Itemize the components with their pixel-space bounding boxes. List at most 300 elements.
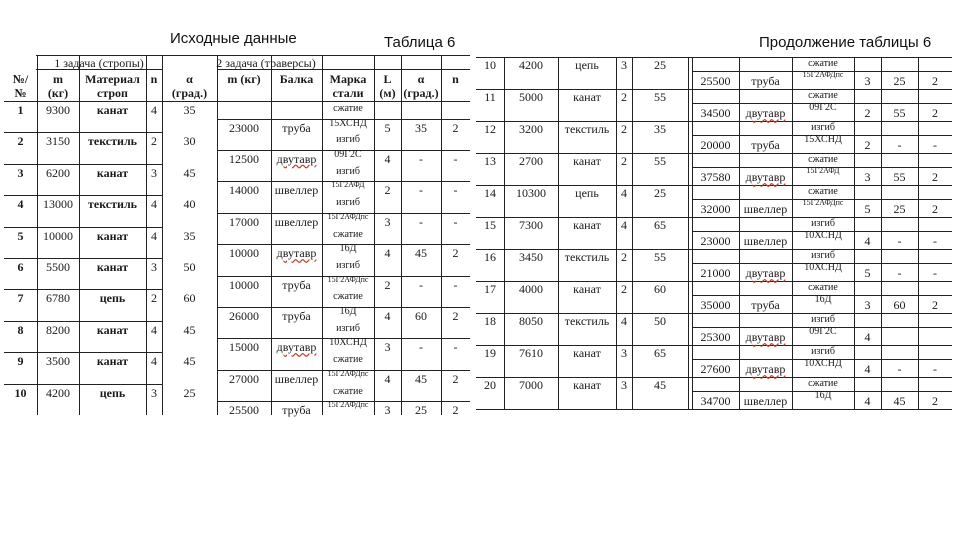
- header-task2: 2 задача (траверсы): [216, 56, 316, 70]
- grid-line: [476, 377, 952, 378]
- cell-n: 4: [151, 322, 157, 337]
- cell-material: канат: [96, 165, 129, 180]
- cell-steel: 09Г2С: [809, 102, 837, 114]
- cell-alpha2: 60: [893, 298, 906, 313]
- cell-m: 5500: [46, 260, 70, 274]
- cell-material: канат: [573, 282, 601, 296]
- cell-material: текстиль: [564, 314, 610, 328]
- cell-material: канат: [96, 354, 129, 369]
- cell-material: канат: [96, 260, 129, 274]
- cell-n2: 2: [932, 170, 938, 185]
- cell-load-type: сжатие: [808, 378, 838, 389]
- cell-m: 6200: [46, 165, 70, 180]
- cell-m2: 10000: [229, 277, 259, 292]
- cell-n: 3: [151, 165, 157, 180]
- cell-n: 3: [151, 260, 157, 274]
- cell-no: 10: [484, 58, 496, 72]
- grid-line: [476, 345, 952, 346]
- cell-n2: 2: [452, 403, 459, 418]
- cell-steel: 15ХСНД: [804, 134, 842, 146]
- cell-beam: швеллер: [743, 234, 788, 249]
- grid-line: [146, 55, 147, 415]
- cell-m2: 21000: [700, 266, 731, 281]
- grid-line: [4, 258, 162, 259]
- cell-material: канат: [96, 322, 129, 337]
- cell-no: 18: [484, 314, 496, 328]
- cell-steel: 15Г2АФДпс: [327, 368, 369, 378]
- grid-line: [162, 55, 163, 415]
- cell-n2: 2: [932, 106, 938, 121]
- cell-n2: 2: [932, 74, 938, 89]
- grid-line: [79, 55, 80, 415]
- cell-load-type: сжатие: [333, 354, 363, 366]
- cell-steel: 15Г2АФД: [331, 180, 365, 190]
- cell-no: 19: [484, 346, 496, 360]
- cell-material: канат: [573, 90, 601, 104]
- cell-material: цепь: [99, 291, 126, 306]
- cell-beam: двутавр: [745, 106, 786, 121]
- cell-alpha2: -: [419, 183, 423, 198]
- grid-line: [616, 57, 617, 410]
- cell-alpha: 45: [183, 165, 196, 180]
- cell-steel: 16Д: [339, 243, 357, 255]
- cell-m2: 14000: [229, 183, 259, 198]
- cell-alpha: 60: [183, 291, 196, 306]
- cell-alpha: 65: [654, 218, 666, 232]
- cell-load-type: сжатие: [333, 228, 363, 240]
- cell-alpha2: -: [419, 151, 423, 166]
- cell-m: 5000: [519, 90, 543, 104]
- cell-no: 7: [17, 291, 24, 306]
- cell-n: 4: [151, 228, 157, 243]
- cell-alpha2: 55: [893, 106, 906, 121]
- cell-n2: -: [453, 214, 458, 229]
- grid-line: [792, 57, 793, 410]
- cell-material: текстиль: [564, 122, 610, 136]
- cell-beam: швеллер: [274, 371, 319, 386]
- cell-m: 7000: [519, 378, 543, 392]
- cell-steel: 15Г2АФДпс: [327, 211, 369, 221]
- cell-load-type: сжатие: [333, 385, 363, 397]
- grid-line: [401, 55, 402, 415]
- grid-line: [476, 313, 952, 314]
- cell-alpha2: 35: [415, 120, 427, 135]
- cell-material: канат: [573, 378, 601, 392]
- cell-material: текстиль: [564, 250, 610, 264]
- cell-material: цепь: [99, 385, 126, 400]
- cell-m2: 25500: [700, 74, 731, 89]
- cell-material: канат: [96, 228, 129, 243]
- cell-l: 5: [864, 202, 871, 217]
- cell-n2: -: [933, 362, 937, 377]
- cell-m: 8200: [46, 322, 70, 337]
- header-n2: n: [452, 72, 459, 86]
- cell-load-type: сжатие: [808, 58, 838, 69]
- cell-n: 4: [151, 197, 157, 212]
- cell-alpha2: -: [419, 277, 423, 292]
- cell-alpha: 50: [183, 260, 196, 274]
- cell-beam: швеллер: [274, 183, 319, 198]
- cell-alpha: 50: [654, 314, 666, 328]
- grid-line: [37, 55, 38, 415]
- header-l: L: [383, 72, 392, 86]
- cell-beam: труба: [751, 138, 780, 153]
- cell-no: 8: [17, 322, 24, 337]
- cell-alpha2: -: [419, 340, 423, 355]
- cell-l: 4: [864, 234, 871, 249]
- cell-n: 3: [621, 58, 627, 72]
- cell-steel: 09Г2С: [334, 148, 362, 160]
- grid-line: [271, 55, 272, 415]
- grid-line: [918, 57, 919, 410]
- cell-load-type: изгиб: [811, 122, 835, 133]
- cell-steel: 10ХСНД: [329, 337, 367, 349]
- cell-alpha2: -: [897, 138, 902, 153]
- cell-m2: 23000: [700, 234, 731, 249]
- cell-m: 4200: [519, 58, 543, 72]
- cell-load-type: изгиб: [811, 346, 835, 357]
- cell-alpha: 45: [183, 354, 196, 369]
- header-no: №: [14, 86, 27, 100]
- cell-n: 2: [621, 90, 627, 104]
- cell-material: текстиль: [87, 134, 138, 149]
- header-material: Материал: [85, 72, 140, 86]
- cell-n: 2: [621, 154, 627, 168]
- cell-alpha: 25: [654, 58, 666, 72]
- cell-n: 2: [621, 250, 627, 264]
- cell-load-type: изгиб: [811, 314, 835, 325]
- cell-beam: двутавр: [276, 340, 317, 355]
- grid-line: [374, 55, 375, 415]
- header-beam: Балка: [279, 72, 314, 86]
- grid-line: [558, 57, 559, 410]
- cell-no: 1: [17, 103, 24, 117]
- cell-load-type: сжатие: [333, 103, 363, 114]
- cell-load-type: сжатие: [333, 291, 363, 303]
- cell-n: 2: [151, 134, 157, 149]
- cell-alpha: 35: [183, 228, 196, 243]
- cell-m2: 32000: [700, 202, 731, 217]
- cell-m: 3150: [46, 134, 70, 149]
- cell-load-type: сжатие: [808, 154, 838, 165]
- cell-no: 2: [17, 134, 24, 149]
- cell-steel: 16Д: [339, 305, 357, 317]
- cell-alpha2: 25: [415, 403, 427, 418]
- cell-m2: 10000: [229, 246, 259, 261]
- cell-l: 3: [864, 170, 871, 185]
- cell-l: 4: [384, 308, 391, 323]
- grid-line: [4, 384, 162, 385]
- cell-n: 2: [151, 291, 157, 306]
- cell-steel: 15Г2АФДпс: [802, 198, 844, 208]
- cell-l: 3: [384, 214, 391, 229]
- cell-n2: -: [933, 266, 937, 281]
- cell-load-type: сжатие: [808, 186, 838, 197]
- cell-n: 4: [621, 314, 627, 328]
- header-alpha2: α: [417, 72, 425, 86]
- cell-l: 4: [864, 394, 871, 409]
- grid-line: [632, 57, 633, 410]
- cell-alpha2: 45: [893, 394, 906, 409]
- header-alpha2: (град.): [403, 86, 439, 100]
- cell-alpha2: -: [419, 214, 423, 229]
- grid-line: [881, 57, 882, 410]
- cell-n2: 2: [452, 246, 459, 261]
- grid-line: [476, 409, 952, 410]
- cell-steel: 09Г2С: [809, 326, 837, 338]
- cell-beam: труба: [282, 277, 311, 292]
- cell-l: 2: [384, 277, 391, 292]
- header-material: строп: [97, 86, 128, 100]
- cell-l: 4: [384, 371, 391, 386]
- header-l: (м): [379, 86, 396, 100]
- header-m2: m (кг): [227, 72, 261, 86]
- cell-alpha: 45: [183, 322, 196, 337]
- cell-n2: -: [453, 340, 458, 355]
- cell-n2: -: [933, 138, 937, 153]
- grid-line: [854, 57, 855, 410]
- cell-beam: швеллер: [274, 214, 319, 229]
- cell-no: 6: [17, 260, 24, 274]
- cell-l: 2: [864, 138, 871, 153]
- header-alpha: (град.): [171, 86, 208, 100]
- cell-alpha2: -: [897, 234, 902, 249]
- cell-no: 14: [484, 186, 496, 200]
- grid-line: [476, 121, 952, 122]
- cell-m2: 27000: [229, 371, 259, 386]
- cell-steel: 15Г2АФДпс: [802, 70, 844, 80]
- cell-load-type: сжатие: [808, 90, 838, 101]
- cell-alpha: 35: [654, 122, 666, 136]
- cell-l: 5: [864, 266, 871, 281]
- caption-table-number: Таблица 6: [384, 34, 456, 51]
- cell-no: 15: [484, 218, 496, 232]
- cell-no: 12: [484, 122, 496, 136]
- cell-material: канат: [96, 103, 129, 117]
- cell-n2: 2: [452, 371, 459, 386]
- cell-n: 4: [151, 354, 157, 369]
- cell-m2: 25500: [229, 403, 259, 418]
- grid-line: [4, 352, 162, 353]
- grid-line: [4, 321, 162, 322]
- cell-m2: 20000: [700, 138, 731, 153]
- cell-m2: 23000: [229, 120, 259, 135]
- grid-line: [476, 57, 952, 58]
- cell-steel: 16Д: [814, 390, 832, 402]
- cell-alpha2: 25: [893, 202, 906, 217]
- cell-beam: двутавр: [745, 170, 786, 185]
- cell-m2: 34700: [700, 394, 731, 409]
- cell-load-type: изгиб: [336, 260, 360, 271]
- cell-n2: -: [933, 234, 937, 249]
- cell-steel: 15Г2АФД: [806, 166, 840, 176]
- cell-steel: 16Д: [814, 294, 832, 306]
- cell-m: 4000: [519, 282, 543, 296]
- cell-l: 4: [864, 362, 871, 377]
- cell-beam: труба: [751, 74, 780, 89]
- cell-l: 4: [384, 151, 391, 166]
- cell-no: 3: [17, 165, 24, 180]
- cell-n2: 2: [452, 308, 459, 323]
- cell-n: 2: [621, 282, 627, 296]
- cell-n2: 2: [932, 298, 938, 313]
- cell-steel: 10ХСНД: [804, 262, 842, 274]
- cell-n2: -: [453, 277, 458, 292]
- cell-m: 7610: [519, 346, 543, 360]
- cell-load-type: изгиб: [336, 322, 360, 334]
- grid-line: [4, 164, 162, 165]
- cell-m: 2700: [519, 154, 543, 168]
- cell-beam: двутавр: [276, 246, 317, 261]
- cell-m: 3450: [519, 250, 543, 264]
- grid-line: [4, 227, 162, 228]
- cell-beam: труба: [282, 403, 311, 418]
- cell-no: 11: [484, 90, 496, 104]
- grid-line: [322, 55, 323, 415]
- cell-l: 2: [864, 106, 871, 121]
- header-n: n: [150, 72, 158, 86]
- cell-l: 3: [864, 298, 871, 313]
- cell-alpha2: 55: [893, 170, 906, 185]
- cell-m: 10000: [43, 228, 73, 243]
- cell-m2: 26000: [229, 308, 259, 323]
- cell-no: 5: [17, 228, 24, 243]
- cell-l: 3: [384, 403, 391, 418]
- cell-no: 16: [484, 250, 496, 264]
- cell-m2: 37580: [700, 170, 731, 185]
- cell-m2: 25300: [700, 330, 731, 345]
- cell-material: канат: [573, 218, 601, 232]
- cell-m: 10300: [516, 186, 546, 200]
- cell-load-type: изгиб: [336, 134, 360, 146]
- cell-n: 3: [621, 378, 627, 392]
- cell-no: 17: [484, 282, 496, 296]
- left-table: [4, 55, 470, 418]
- cell-l: 4: [384, 246, 391, 261]
- cell-material: канат: [573, 346, 601, 360]
- cell-n2: -: [453, 151, 458, 166]
- cell-beam: труба: [282, 308, 311, 323]
- cell-m: 8050: [519, 314, 543, 328]
- cell-beam: двутавр: [745, 330, 786, 345]
- cell-alpha: 30: [183, 134, 196, 149]
- cell-steel: 15Г2АФДпс: [327, 274, 369, 284]
- cell-m2: 15000: [229, 340, 259, 355]
- cell-steel: 15ХСНД: [329, 117, 367, 129]
- cell-load-type: изгиб: [811, 218, 835, 229]
- cell-steel: 10ХСНД: [804, 358, 842, 370]
- cell-alpha: 60: [654, 282, 666, 296]
- cell-alpha: 45: [654, 378, 666, 392]
- grid-line: [476, 185, 952, 186]
- cell-m2: 34500: [700, 106, 731, 121]
- cell-material: цепь: [575, 186, 599, 200]
- cell-no: 13: [484, 154, 496, 168]
- cell-load-type: изгиб: [336, 165, 360, 177]
- cell-m: 9300: [46, 103, 70, 117]
- header-m: m: [53, 72, 63, 86]
- grid-line: [476, 153, 952, 154]
- cell-alpha2: 25: [893, 74, 906, 89]
- cell-load-type: сжатие: [808, 282, 838, 293]
- cell-n: 3: [621, 346, 627, 360]
- cell-beam: швеллер: [743, 394, 788, 409]
- cell-no: 4: [17, 197, 24, 212]
- header-alpha: α: [186, 72, 193, 86]
- cell-load-type: изгиб: [336, 197, 360, 209]
- cell-l: 5: [384, 120, 391, 135]
- cell-m: 13000: [43, 197, 73, 212]
- cell-m: 6780: [46, 291, 70, 306]
- cell-beam: труба: [282, 120, 311, 135]
- cell-alpha: 65: [654, 346, 666, 360]
- cell-beam: швеллер: [743, 202, 788, 217]
- cell-alpha: 55: [654, 250, 666, 264]
- cell-no: 20: [484, 378, 496, 392]
- cell-alpha: 40: [183, 197, 196, 212]
- caption-table-continuation: Продолжение таблицы 6: [759, 34, 932, 51]
- grid-line: [476, 217, 952, 218]
- header-no: №/: [12, 72, 29, 86]
- cell-beam: двутавр: [276, 151, 317, 166]
- header-task1: 1 задача (стропы): [54, 56, 144, 70]
- grid-line: [688, 57, 689, 410]
- grid-line: [504, 57, 505, 410]
- grid-line: [4, 195, 162, 196]
- grid-line: [739, 57, 740, 410]
- grid-line: [476, 281, 952, 282]
- grid-line: [4, 132, 162, 133]
- cell-alpha2: 60: [415, 308, 427, 323]
- cell-alpha: 25: [654, 186, 666, 200]
- cell-n: 4: [151, 103, 157, 117]
- cell-m2: 12500: [229, 151, 259, 166]
- grid-line: [476, 249, 952, 250]
- cell-no: 10: [14, 385, 27, 400]
- cell-l: 3: [864, 74, 871, 89]
- cell-m: 4200: [46, 385, 70, 400]
- cell-alpha2: 45: [415, 371, 427, 386]
- header-m: (кг): [47, 86, 69, 100]
- header-steel: Марка: [329, 72, 367, 86]
- cell-m: 3200: [519, 122, 543, 136]
- cell-beam: труба: [751, 298, 780, 313]
- cell-m2: 35000: [700, 298, 731, 313]
- cell-no: 9: [17, 354, 24, 369]
- cell-alpha: 25: [183, 385, 196, 400]
- cell-l: 2: [384, 183, 391, 198]
- cell-l: 3: [384, 340, 391, 355]
- cell-n: 3: [151, 385, 157, 400]
- cell-material: канат: [573, 154, 601, 168]
- cell-l: 4: [864, 330, 871, 345]
- right-table: [476, 57, 958, 410]
- cell-n: 4: [621, 218, 627, 232]
- header-steel: стали: [332, 86, 364, 100]
- cell-alpha2: -: [897, 362, 902, 377]
- cell-m: 7300: [519, 218, 543, 232]
- cell-n: 4: [621, 186, 627, 200]
- cell-material: цепь: [575, 58, 599, 72]
- cell-alpha: 35: [183, 103, 196, 117]
- cell-beam: двутавр: [745, 362, 786, 377]
- cell-m2: 27600: [700, 362, 731, 377]
- cell-n2: 2: [932, 202, 938, 217]
- cell-steel: 15Г2АФДпс: [327, 400, 369, 410]
- grid-line: [692, 57, 693, 410]
- cell-alpha2: 45: [415, 246, 427, 261]
- grid-line: [4, 289, 162, 290]
